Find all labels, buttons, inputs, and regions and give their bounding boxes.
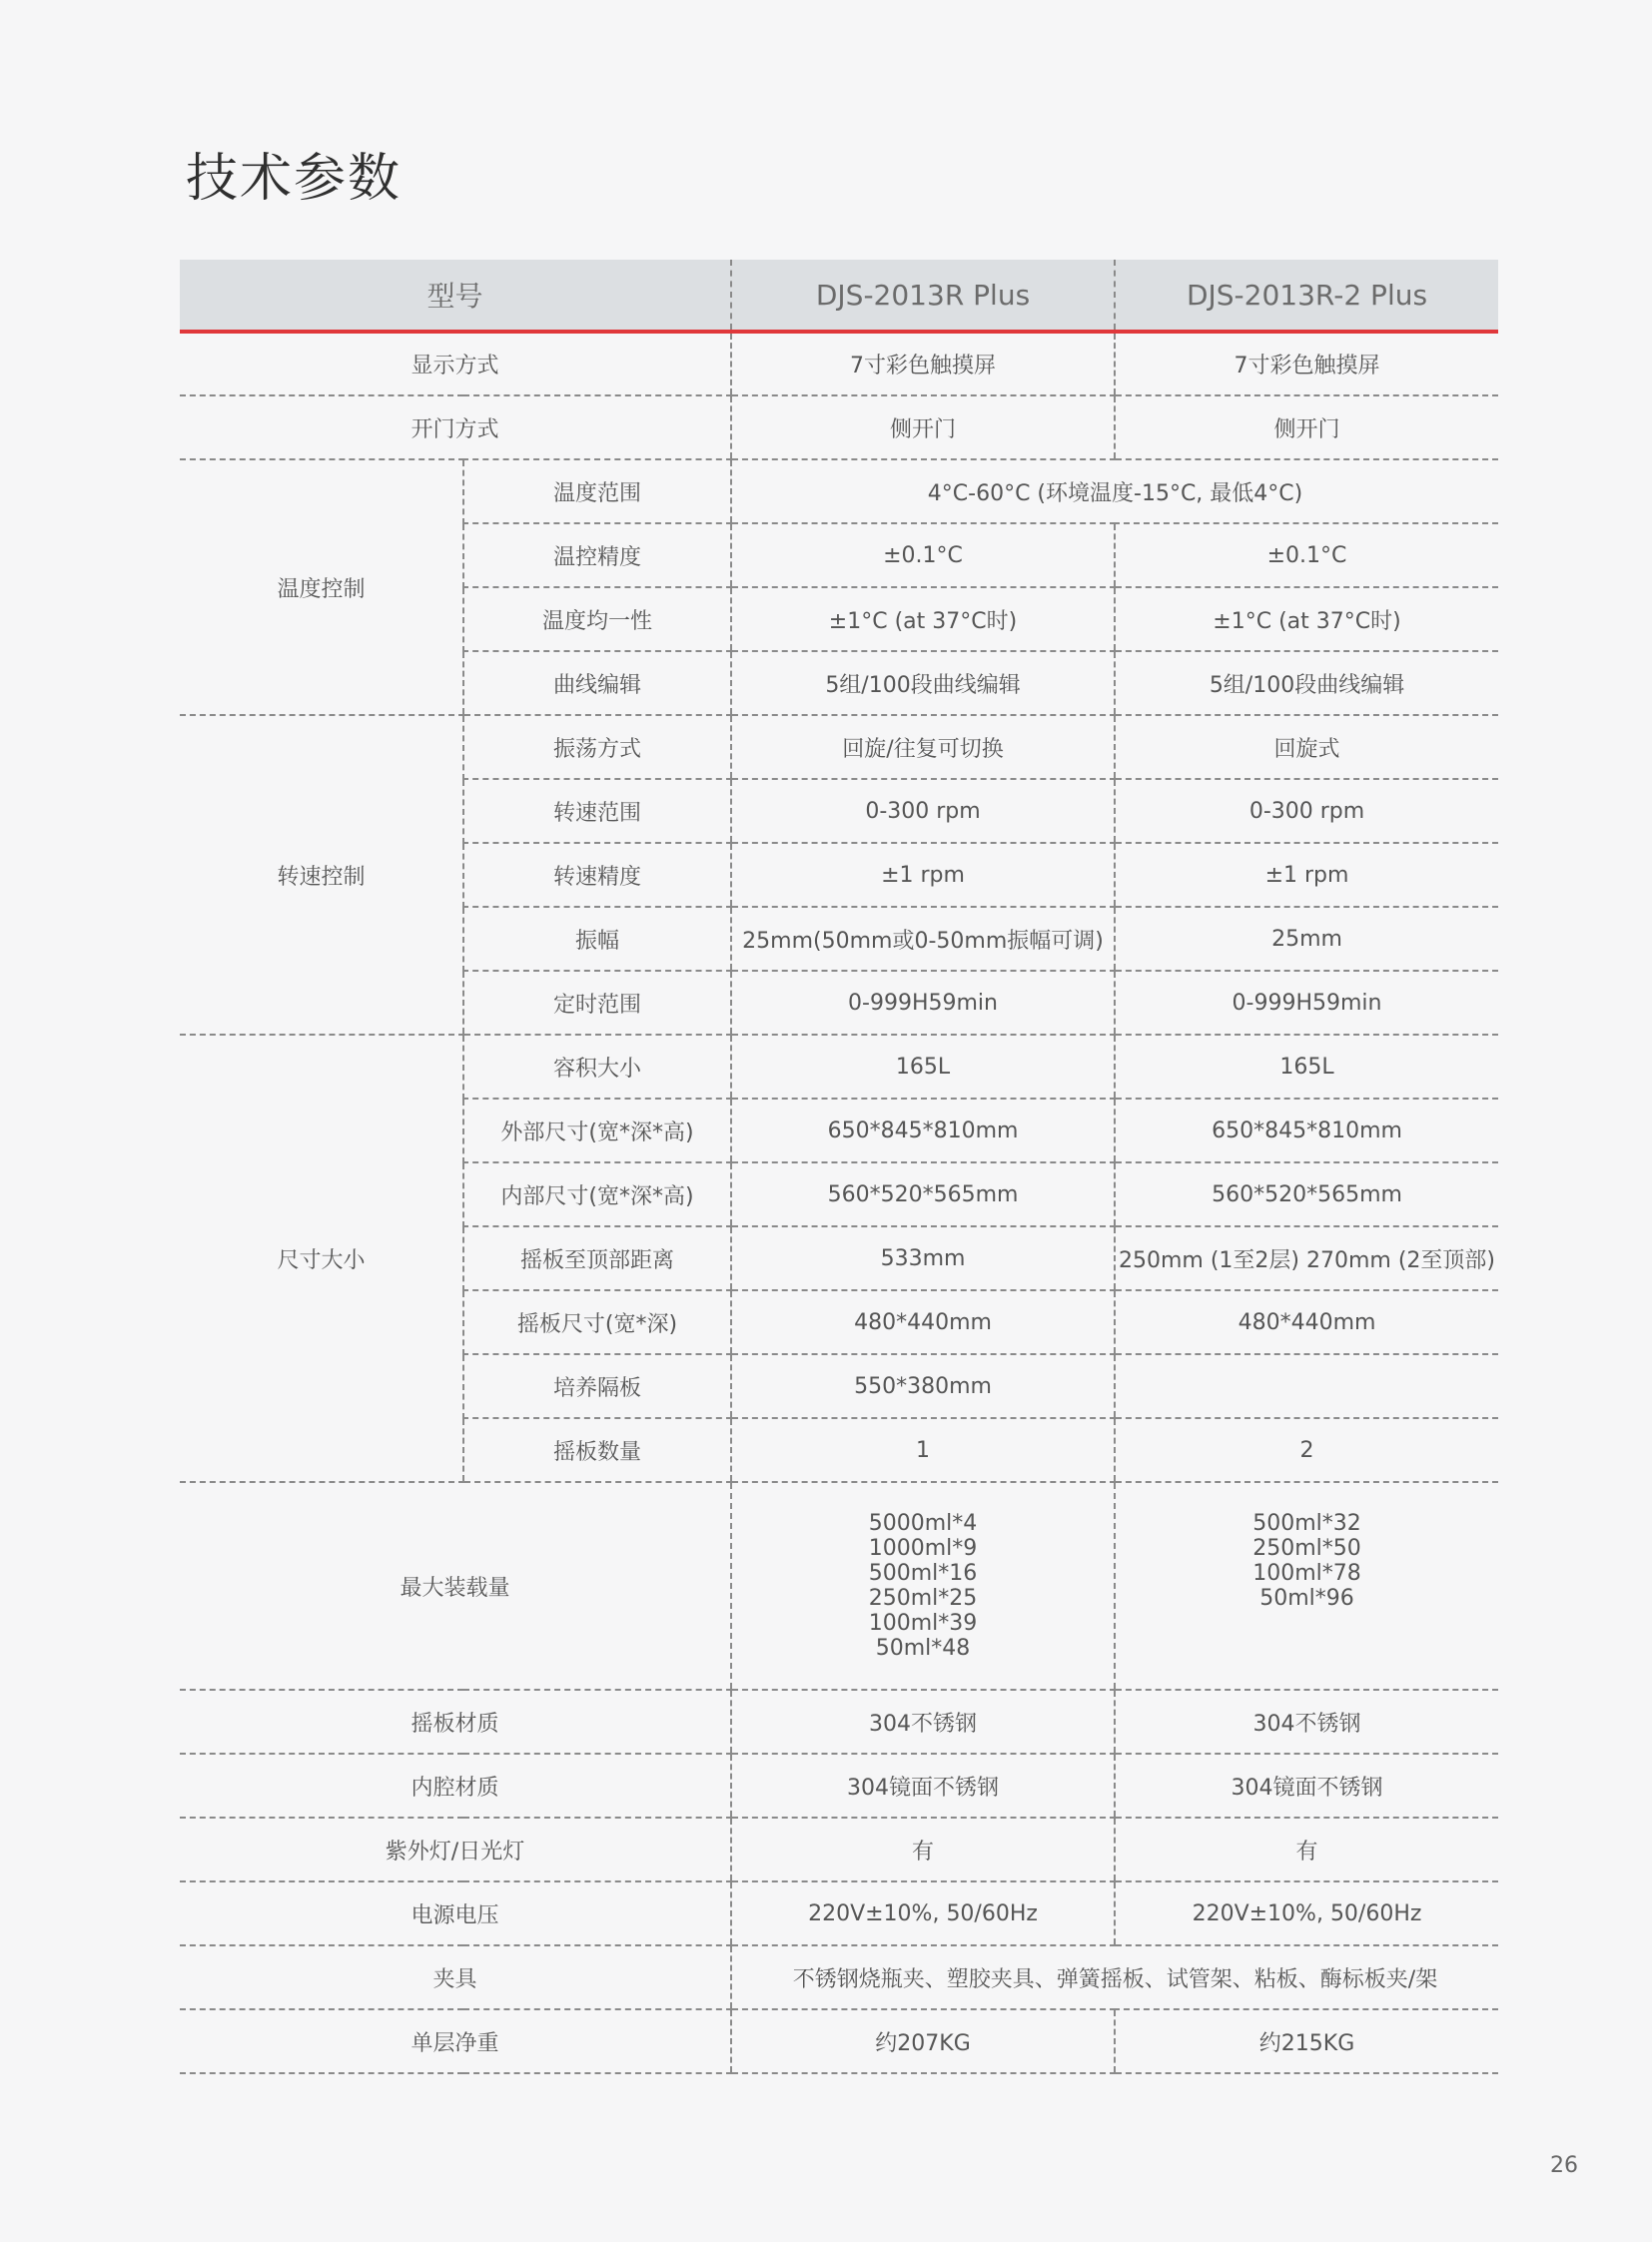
value-a xyxy=(731,1482,1115,1690)
row-door xyxy=(180,395,1498,459)
load-item: 250ml*50 xyxy=(1252,1536,1361,1561)
row-chamber-material xyxy=(180,1754,1498,1818)
row-max-load xyxy=(180,1482,1498,1690)
model-b-header: DJS-2013R-2 Plus xyxy=(1115,260,1498,332)
value-b: 650*845*810mm xyxy=(1115,1099,1498,1162)
max-load-list-b xyxy=(1116,1483,1498,1619)
value-a: ±1 rpm xyxy=(731,843,1115,907)
param-label: 内腔材质 xyxy=(180,1754,731,1818)
param-label: 外部尺寸(宽*深*高) xyxy=(463,1099,731,1162)
value-a: ±1°C (at 37°C时) xyxy=(731,587,1115,651)
value-b: 480*440mm xyxy=(1115,1290,1498,1354)
param-label: 定时范围 xyxy=(463,971,731,1035)
value-a: 1 xyxy=(731,1418,1115,1482)
param-label: 摇板至顶部距离 xyxy=(463,1226,731,1290)
param-label: 曲线编辑 xyxy=(463,651,731,715)
value-a: 侧开门 xyxy=(731,395,1115,459)
row-fixtures xyxy=(180,1945,1498,2009)
max-load-list-a xyxy=(732,1503,1114,1669)
value-shared: 不锈钢烧瓶夹、塑胶夹具、弹簧摇板、试管架、粘板、酶标板夹/架 xyxy=(731,1945,1498,2009)
param-label: 摇板数量 xyxy=(463,1418,731,1482)
row-plate-material xyxy=(180,1690,1498,1754)
value-a: 220V±10%, 50/60Hz xyxy=(731,1881,1115,1945)
param-label: 容积大小 xyxy=(463,1035,731,1099)
row-weight xyxy=(180,2009,1498,2073)
value-b: 约215KG xyxy=(1115,2009,1498,2073)
row-temp-range xyxy=(180,459,1498,523)
value-a: 7寸彩色触摸屏 xyxy=(731,332,1115,395)
value-b: 2 xyxy=(1115,1418,1498,1482)
value-b: 304镜面不锈钢 xyxy=(1115,1754,1498,1818)
value-shared: 4°C-60°C (环境温度-15°C, 最低4°C) xyxy=(731,459,1498,523)
value-b: 有 xyxy=(1115,1818,1498,1881)
param-label: 转速精度 xyxy=(463,843,731,907)
value-b xyxy=(1115,1482,1498,1690)
value-b: 220V±10%, 50/60Hz xyxy=(1115,1881,1498,1945)
value-a: 约207KG xyxy=(731,2009,1115,2073)
value-a: 0-300 rpm xyxy=(731,779,1115,843)
value-b: 回旋式 xyxy=(1115,715,1498,779)
param-label: 内部尺寸(宽*深*高) xyxy=(463,1162,731,1226)
load-item: 1000ml*9 xyxy=(868,1536,978,1561)
value-b: ±1°C (at 37°C时) xyxy=(1115,587,1498,651)
value-a: 165L xyxy=(731,1035,1115,1099)
param-label: 转速范围 xyxy=(463,779,731,843)
row-size-volume xyxy=(180,1035,1498,1099)
value-b: 5组/100段曲线编辑 xyxy=(1115,651,1498,715)
param-label: 温度均一性 xyxy=(463,587,731,651)
load-item: 50ml*96 xyxy=(1259,1586,1354,1611)
param-label: 摇板尺寸(宽*深) xyxy=(463,1290,731,1354)
model-a-header: DJS-2013R Plus xyxy=(731,260,1115,332)
header-row xyxy=(180,260,1498,332)
param-label: 显示方式 xyxy=(180,332,731,395)
value-b xyxy=(1115,1354,1498,1418)
value-a: 有 xyxy=(731,1818,1115,1881)
value-a: 回旋/往复可切换 xyxy=(731,715,1115,779)
value-a: 304不锈钢 xyxy=(731,1690,1115,1754)
row-speed-mode xyxy=(180,715,1498,779)
value-a: 0-999H59min xyxy=(731,971,1115,1035)
value-b: ±1 rpm xyxy=(1115,843,1498,907)
value-a: 560*520*565mm xyxy=(731,1162,1115,1226)
value-b: ±0.1°C xyxy=(1115,523,1498,587)
page-number: 26 xyxy=(1550,2153,1578,2178)
value-a: ±0.1°C xyxy=(731,523,1115,587)
param-label: 温度范围 xyxy=(463,459,731,523)
value-b: 250mm (1至2层) 270mm (2至顶部) xyxy=(1115,1226,1498,1290)
param-label: 夹具 xyxy=(180,1945,731,2009)
value-b: 560*520*565mm xyxy=(1115,1162,1498,1226)
group-label-temp: 温度控制 xyxy=(180,459,463,715)
value-b: 304不锈钢 xyxy=(1115,1690,1498,1754)
load-item: 100ml*78 xyxy=(1252,1561,1361,1586)
load-item: 100ml*39 xyxy=(868,1611,978,1636)
load-item: 5000ml*4 xyxy=(868,1511,978,1536)
value-a: 533mm xyxy=(731,1226,1115,1290)
param-label: 温控精度 xyxy=(463,523,731,587)
model-header-label: 型号 xyxy=(180,260,731,332)
row-uv-light xyxy=(180,1818,1498,1881)
group-label-speed: 转速控制 xyxy=(180,715,463,1035)
param-label: 最大装载量 xyxy=(180,1482,731,1690)
param-label: 培养隔板 xyxy=(463,1354,731,1418)
load-item: 250ml*25 xyxy=(868,1586,978,1611)
load-item: 50ml*48 xyxy=(875,1636,971,1661)
load-item: 500ml*32 xyxy=(1252,1511,1361,1536)
value-a: 550*380mm xyxy=(731,1354,1115,1418)
value-a: 25mm(50mm或0-50mm振幅可调) xyxy=(731,907,1115,971)
spec-table xyxy=(180,260,1498,2074)
param-label: 开门方式 xyxy=(180,395,731,459)
value-b: 165L xyxy=(1115,1035,1498,1099)
value-a: 480*440mm xyxy=(731,1290,1115,1354)
value-a: 304镜面不锈钢 xyxy=(731,1754,1115,1818)
value-b: 侧开门 xyxy=(1115,395,1498,459)
param-label: 电源电压 xyxy=(180,1881,731,1945)
param-label: 单层净重 xyxy=(180,2009,731,2073)
param-label: 振幅 xyxy=(463,907,731,971)
value-b: 0-999H59min xyxy=(1115,971,1498,1035)
row-voltage xyxy=(180,1881,1498,1945)
value-b: 0-300 rpm xyxy=(1115,779,1498,843)
page-title: 技术参数 xyxy=(186,149,403,209)
value-a: 650*845*810mm xyxy=(731,1099,1115,1162)
value-a: 5组/100段曲线编辑 xyxy=(731,651,1115,715)
param-label: 紫外灯/日光灯 xyxy=(180,1818,731,1881)
value-b: 7寸彩色触摸屏 xyxy=(1115,332,1498,395)
param-label: 摇板材质 xyxy=(180,1690,731,1754)
value-b: 25mm xyxy=(1115,907,1498,971)
group-label-size: 尺寸大小 xyxy=(180,1035,463,1482)
param-label: 振荡方式 xyxy=(463,715,731,779)
row-display xyxy=(180,332,1498,395)
load-item: 500ml*16 xyxy=(868,1561,978,1586)
